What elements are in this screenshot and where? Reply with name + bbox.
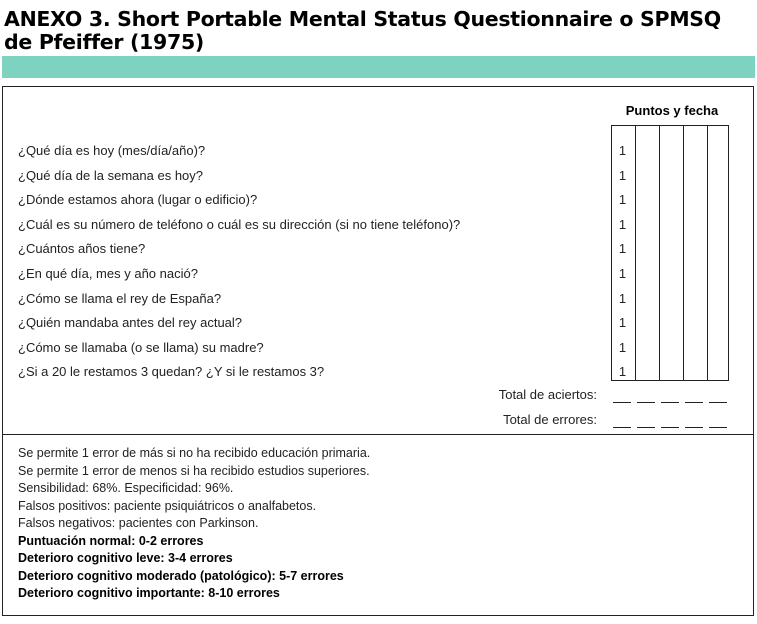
note-line: Se permite 1 error de más si no ha recibido educación primaria. <box>18 446 371 460</box>
section-divider <box>3 434 753 435</box>
questionnaire-box <box>2 86 754 616</box>
blank-line[interactable] <box>661 427 679 428</box>
blank-line[interactable] <box>613 427 631 428</box>
total-errores-label: Total de errores: <box>503 412 597 427</box>
question-row <box>3 215 753 235</box>
question-row <box>3 141 753 161</box>
score-interpretation-line: Puntuación normal: 0-2 errores <box>18 533 204 548</box>
question-text: ¿Cuántos años tiene? <box>18 241 146 257</box>
question-point: 1 <box>618 290 627 306</box>
question-row <box>3 264 753 284</box>
question-text: ¿Qué día de la semana es hoy? <box>18 167 204 183</box>
blank-line[interactable] <box>661 402 679 403</box>
question-text: ¿Cómo se llamaba (o se llama) su madre? <box>18 339 264 355</box>
question-point: 1 <box>618 266 627 281</box>
blank-line[interactable] <box>685 402 703 403</box>
title-line-2: de Pfeiffer (1975) <box>4 30 204 54</box>
question-row <box>3 190 753 210</box>
total-errores-row <box>3 410 753 430</box>
notes-section <box>18 445 738 603</box>
title-line-1: ANEXO 3. Short Portable Mental Status Questionnaire o SPMSQ <box>4 7 721 31</box>
question-text: ¿Si a 20 le restamos 3 quedan? ¿Y si le restamos 3? <box>18 364 325 380</box>
score-interpretation-line: Deterioro cognitivo importante: 8-10 errores <box>18 586 280 600</box>
question-text: ¿Cómo se llama el rey de España? <box>18 290 222 306</box>
blank-line[interactable] <box>613 402 631 403</box>
blank-line[interactable] <box>637 402 655 403</box>
question-row <box>3 362 753 382</box>
total-aciertos-label: Total de aciertos: <box>498 387 597 402</box>
question-text: ¿En qué día, mes y año nació? <box>18 266 198 281</box>
total-aciertos-row <box>3 385 753 405</box>
question-text: ¿Qué día es hoy (mes/día/año)? <box>18 143 206 158</box>
blank-line[interactable] <box>685 427 703 428</box>
question-point: 1 <box>618 364 627 380</box>
blank-line[interactable] <box>709 427 727 428</box>
question-point: 1 <box>618 167 627 183</box>
note-line: Falsos negativos: pacientes con Parkinson. <box>18 516 259 530</box>
question-text: ¿Cuál es su número de teléfono o cuál es su dirección (si no tiene teléfono)? <box>18 216 461 232</box>
question-point: 1 <box>618 192 627 208</box>
question-row <box>3 313 753 333</box>
question-row <box>3 239 753 259</box>
question-row <box>3 289 753 309</box>
blank-line[interactable] <box>709 402 727 403</box>
note-line: Falsos positivos: paciente psiquiátricos o analfabetos. <box>18 498 317 513</box>
total-errores-blanks[interactable] <box>611 410 729 430</box>
question-point: 1 <box>618 315 627 331</box>
question-text: ¿Quién mandaba antes del rey actual? <box>18 315 243 331</box>
total-aciertos-blanks[interactable] <box>611 385 729 405</box>
points-header: Puntos y fecha <box>625 103 719 118</box>
note-line: Se permite 1 error de menos si ha recibido estudios superiores. <box>18 463 370 478</box>
page-title <box>4 8 754 54</box>
question-row <box>3 166 753 186</box>
question-point: 1 <box>618 339 627 355</box>
question-point: 1 <box>618 241 627 257</box>
score-interpretation-line: Deterioro cognitivo leve: 3-4 errores <box>18 551 233 565</box>
header-band <box>2 56 755 78</box>
question-text: ¿Dónde estamos ahora (lugar o edificio)? <box>18 192 258 208</box>
question-point: 1 <box>618 143 627 158</box>
note-line: Sensibilidad: 68%. Especificidad: 96%. <box>18 481 234 495</box>
score-interpretation-line: Deterioro cognitivo moderado (patológico): 5-7 errores <box>18 568 344 583</box>
blank-line[interactable] <box>637 427 655 428</box>
question-point: 1 <box>618 216 627 232</box>
question-row <box>3 338 753 358</box>
